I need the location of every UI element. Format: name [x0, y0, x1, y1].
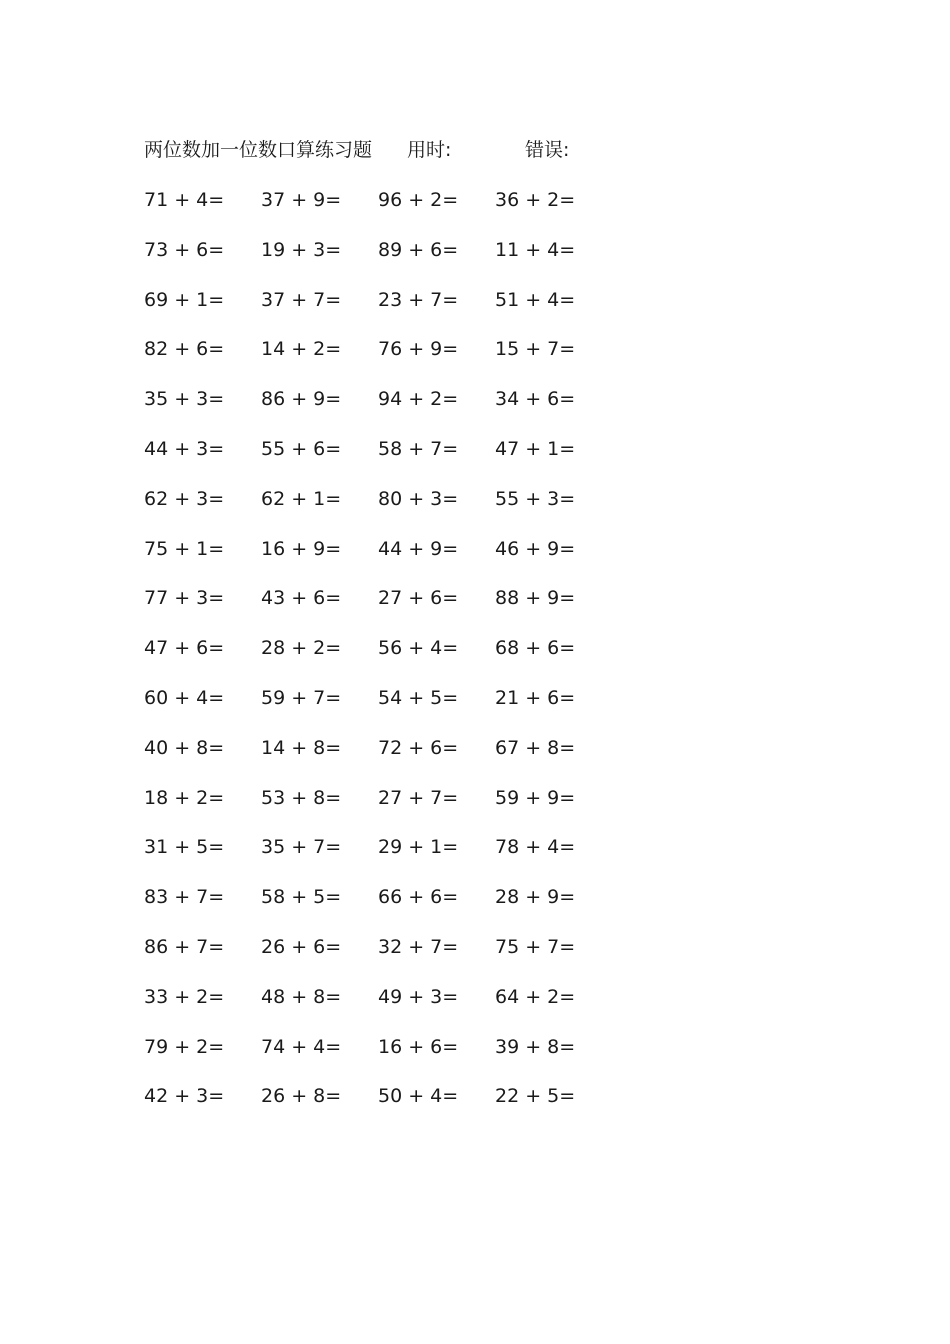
math-problem: 77 + 3=	[144, 587, 225, 610]
worksheet-title: 两位数加一位数口算练习题	[144, 139, 373, 161]
math-problem: 26 + 6=	[261, 935, 342, 958]
math-problem: 72 + 6=	[378, 736, 459, 759]
math-problem: 75 + 1=	[144, 537, 225, 560]
math-problem: 86 + 9=	[261, 388, 342, 411]
math-problem: 26 + 8=	[261, 1085, 342, 1108]
math-problem: 55 + 6=	[261, 437, 342, 460]
math-problem: 47 + 6=	[144, 637, 225, 660]
math-problem: 35 + 7=	[261, 836, 342, 859]
math-problem: 56 + 4=	[378, 637, 459, 660]
errors-label: 错误:	[525, 139, 570, 161]
time-label: 用时:	[407, 139, 452, 161]
math-problem: 14 + 8=	[261, 736, 342, 759]
math-problem: 39 + 8=	[495, 1035, 576, 1058]
math-problem: 89 + 6=	[378, 238, 459, 261]
math-problem: 73 + 6=	[144, 238, 225, 261]
math-problem: 11 + 4=	[495, 238, 576, 261]
math-problem: 71 + 4=	[144, 189, 225, 211]
math-problem: 47 + 1=	[495, 437, 576, 460]
math-problem: 51 + 4=	[495, 288, 576, 311]
math-problem: 36 + 2=	[495, 189, 576, 211]
math-problem: 42 + 3=	[144, 1085, 225, 1108]
math-problem: 94 + 2=	[378, 388, 459, 411]
math-problem: 44 + 3=	[144, 437, 225, 460]
math-problem: 75 + 7=	[495, 935, 576, 958]
math-problem: 16 + 6=	[378, 1035, 459, 1058]
math-problem: 31 + 5=	[144, 836, 225, 859]
math-problem: 54 + 5=	[378, 686, 459, 709]
math-problem: 50 + 4=	[378, 1085, 459, 1108]
math-problem: 82 + 6=	[144, 338, 225, 361]
math-problem: 59 + 9=	[495, 786, 576, 809]
math-problem: 33 + 2=	[144, 985, 225, 1008]
math-problem: 37 + 9=	[261, 189, 342, 211]
math-problem: 76 + 9=	[378, 338, 459, 361]
math-problem: 74 + 4=	[261, 1035, 342, 1058]
math-problem: 62 + 1=	[261, 487, 342, 510]
math-problem: 53 + 8=	[261, 786, 342, 809]
math-problem: 83 + 7=	[144, 886, 225, 909]
math-problem: 40 + 8=	[144, 736, 225, 759]
math-problem: 68 + 6=	[495, 637, 576, 660]
math-problem: 60 + 4=	[144, 686, 225, 709]
math-problem: 88 + 9=	[495, 587, 576, 610]
math-problem: 18 + 2=	[144, 786, 225, 809]
math-problem: 34 + 6=	[495, 388, 576, 411]
math-problem: 32 + 7=	[378, 935, 459, 958]
math-problem: 44 + 9=	[378, 537, 459, 560]
math-problem: 58 + 7=	[378, 437, 459, 460]
math-problem: 64 + 2=	[495, 985, 576, 1008]
math-problem: 59 + 7=	[261, 686, 342, 709]
math-problem: 67 + 8=	[495, 736, 576, 759]
math-problem: 43 + 6=	[261, 587, 342, 610]
math-problem: 22 + 5=	[495, 1085, 576, 1108]
math-problem: 55 + 3=	[495, 487, 576, 510]
math-problem: 35 + 3=	[144, 388, 225, 411]
math-problem: 79 + 2=	[144, 1035, 225, 1058]
math-problem: 69 + 1=	[144, 288, 225, 311]
math-problem: 49 + 3=	[378, 985, 459, 1008]
math-problem: 15 + 7=	[495, 338, 576, 361]
math-problem: 19 + 3=	[261, 238, 342, 261]
math-problem: 37 + 7=	[261, 288, 342, 311]
math-problem: 46 + 9=	[495, 537, 576, 560]
math-problem: 66 + 6=	[378, 886, 459, 909]
math-problem: 23 + 7=	[378, 288, 459, 311]
math-problem: 96 + 2=	[378, 189, 459, 211]
math-problem: 27 + 7=	[378, 786, 459, 809]
math-problem: 78 + 4=	[495, 836, 576, 859]
math-problem: 16 + 9=	[261, 537, 342, 560]
math-problem: 86 + 7=	[144, 935, 225, 958]
math-problem: 80 + 3=	[378, 487, 459, 510]
math-problem: 27 + 6=	[378, 587, 459, 610]
math-problem: 48 + 8=	[261, 985, 342, 1008]
math-problem: 28 + 9=	[495, 886, 576, 909]
math-problem: 14 + 2=	[261, 338, 342, 361]
math-problem: 29 + 1=	[378, 836, 459, 859]
math-problem: 21 + 6=	[495, 686, 576, 709]
math-problem: 28 + 2=	[261, 637, 342, 660]
math-problem: 58 + 5=	[261, 886, 342, 909]
math-problem: 62 + 3=	[144, 487, 225, 510]
